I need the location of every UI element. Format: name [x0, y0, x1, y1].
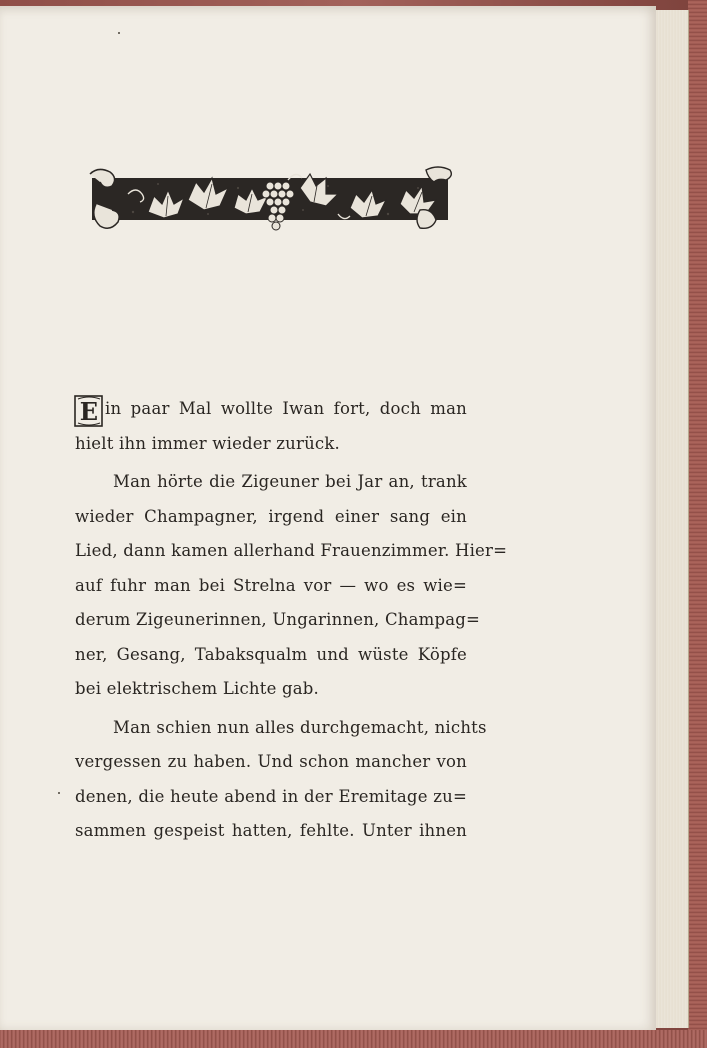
page-edges [654, 10, 689, 1028]
paragraph-2 [75, 465, 508, 707]
text-line: Man hörte die Zigeuner bei Jar an, trank [113, 472, 467, 491]
text-line [75, 392, 467, 427]
paragraph-3 [75, 711, 487, 849]
text-line-content: in paar Mal wollte Iwan fort, doch man [105, 399, 467, 418]
text-line: auf fuhr man bei Strelna vor — wo es wie= [75, 575, 467, 595]
text-line: bei elektrischem Lichte gab. [75, 679, 319, 698]
text-line: sammen gespeist hatten, fehlte. Unter ihnen [75, 821, 467, 840]
book-cover-edge [688, 0, 707, 1048]
decorated-initial-letter [74, 395, 104, 427]
paper-speck [118, 32, 120, 34]
body-text [75, 392, 508, 849]
paper-speck [58, 792, 60, 794]
text-line: Lied, dann kamen allerhand Frauenzimmer. Hier= [75, 541, 508, 560]
book-bottom-edge [0, 1030, 707, 1048]
vine-leaves-grapes-ornament-icon [88, 164, 454, 236]
book-page [0, 6, 656, 1030]
text-line: vergessen zu haben. Und schon mancher von [75, 752, 467, 771]
text-line: hielt ihn immer wieder zurück. [75, 433, 341, 453]
text-line: wieder Champagner, irgend einer sang ein [75, 506, 467, 526]
text-line: denen, die heute abend in der Eremitage zu= [75, 786, 467, 806]
text-line: ner, Gesang, Tabaksqualm und wüste Köpfe [75, 644, 467, 664]
text-line: derum Zigeunerinnen, Ungarinnen, Champag= [75, 610, 481, 629]
svg-text:E: E [79, 397, 99, 426]
text-line: Man schien nun alles durchgemacht, nichts [113, 717, 487, 737]
paragraph-1 [75, 392, 467, 461]
